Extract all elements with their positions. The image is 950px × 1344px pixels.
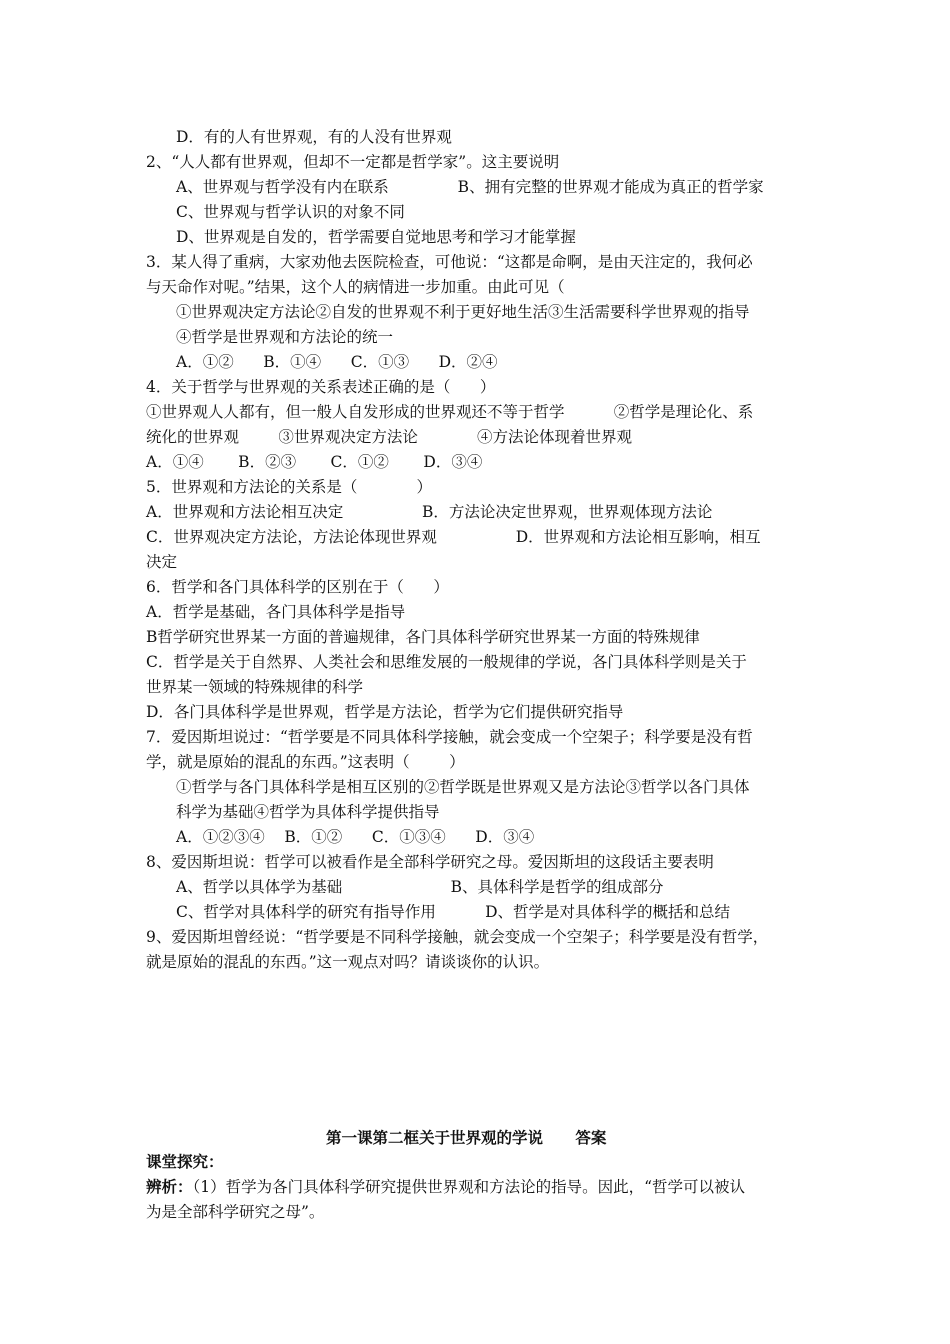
q6-option-d: D．各门具体科学是世界观，哲学是方法论，哲学为它们提供研究指导 xyxy=(146,703,624,721)
q2-option-c: C、世界观与哲学认识的对象不同 xyxy=(176,203,405,221)
q9-stem-line1: 9、爱因斯坦曾经说：“哲学要是不同科学接触，就会变成一个空架子；科学要是没有哲学， xyxy=(146,928,769,946)
q5-options-ab: A．世界观和方法论相互决定 B．方法论决定世界观，世界观体现方法论 xyxy=(146,503,713,521)
q1-option-d: D．有的人有世界观，有的人没有世界观 xyxy=(176,128,452,146)
q4-stem: 4．关于哲学与世界观的关系表述正确的是（ ） xyxy=(146,378,496,396)
q6-option-a: A．哲学是基础，各门具体科学是指导 xyxy=(146,603,406,621)
q4-statements-line2: 统化的世界观 ③世界观决定方法论 ④方法论体现着世界观 xyxy=(146,428,633,446)
q4-options: A．①④ B．②③ C．①② D．③④ xyxy=(146,453,483,471)
analysis-line2: 为是全部科学研究之母”。 xyxy=(146,1203,325,1221)
q8-options-cd: C、哲学对具体科学的研究有指导作用 D、哲学是对具体科学的概括和总结 xyxy=(176,903,731,921)
q3-statements-line2: ④哲学是世界观和方法论的统一 xyxy=(176,328,394,346)
q3-statements-line1: ①世界观决定方法论②自发的世界观不利于更好地生活③生活需要科学世界观的指导 xyxy=(176,303,750,321)
q8-stem: 8、爱因斯坦说：哲学可以被看作是全部科学研究之母。爱因斯坦的这段话主要表明 xyxy=(146,853,714,871)
q7-statements-line2: 科学为基础④哲学为具体科学提供指导 xyxy=(176,803,440,821)
answer-title: 第一课第二框关于世界观的学说 答案 xyxy=(326,1129,607,1147)
q2-option-d: D、世界观是自发的，哲学需要自觉地思考和学习才能掌握 xyxy=(176,228,576,246)
q6-option-b: B哲学研究世界某一方面的普遍规律，各门具体科学研究世界某一方面的特殊规律 xyxy=(146,628,700,646)
q2-stem: 2、“人人都有世界观，但却不一定都是哲学家”。这主要说明 xyxy=(146,153,560,171)
q8-options-ab: A、哲学以具体学为基础 B、具体科学是哲学的组成部分 xyxy=(176,878,664,896)
q5-options-cd: C．世界观决定方法论，方法论体现世界观 D．世界观和方法论相互影响，相互 xyxy=(146,528,761,546)
q3-stem-line1: 3．某人得了重病，大家劝他去医院检查，可他说：“这都是命啊，是由天注定的，我何必 xyxy=(146,253,753,271)
q3-options: A．①② B．①④ C．①③ D．②④ xyxy=(176,353,498,371)
q7-options: A．①②③④ B．①② C．①③④ D．③④ xyxy=(176,828,535,846)
q2-options-ab: A、世界观与哲学没有内在联系 B、拥有完整的世界观才能成为真正的哲学家 xyxy=(176,178,764,196)
q6-stem: 6．哲学和各门具体科学的区别在于（ ） xyxy=(146,578,449,596)
q7-stem-line1: 7．爱因斯坦说过：“哲学要是不同具体科学接触，就会变成一个空架子；科学要是没有哲 xyxy=(146,728,753,746)
q5-stem: 5．世界观和方法论的关系是（ ） xyxy=(146,478,432,496)
q6-option-c-line2: 世界某一领域的特殊规律的科学 xyxy=(146,678,364,696)
q7-statements-line1: ①哲学与各门具体科学是相互区别的②哲学既是世界观又是方法论③哲学以各门具体 xyxy=(176,778,750,796)
q6-option-c-line1: C．哲学是关于自然界、人类社会和思维发展的一般规律的学说，各门具体科学则是关于 xyxy=(146,653,747,671)
q3-stem-line2: 与天命作对呢。”结果，这个人的病情进一步加重。由此可见（ xyxy=(146,278,565,296)
q5-option-d-cont: 决定 xyxy=(146,553,178,571)
section-heading: 课堂探究： xyxy=(146,1153,224,1171)
analysis-label: 辨析： xyxy=(146,1178,193,1196)
q4-statements-line1: ①世界观人人都有，但一般人自发形成的世界观还不等于哲学 ②哲学是理论化、系 xyxy=(146,403,754,421)
q9-stem-line2: 就是原始的混乱的东西。”这一观点对吗？请谈谈你的认识。 xyxy=(146,953,550,971)
analysis-line1 xyxy=(146,1178,745,1196)
q7-stem-line2: 学，就是原始的混乱的东西。”这表明（ ） xyxy=(146,753,465,771)
analysis-text-line1: （1）哲学为各门具体科学研究提供世界观和方法论的指导。因此，“哲学可以被认 xyxy=(192,1178,746,1196)
